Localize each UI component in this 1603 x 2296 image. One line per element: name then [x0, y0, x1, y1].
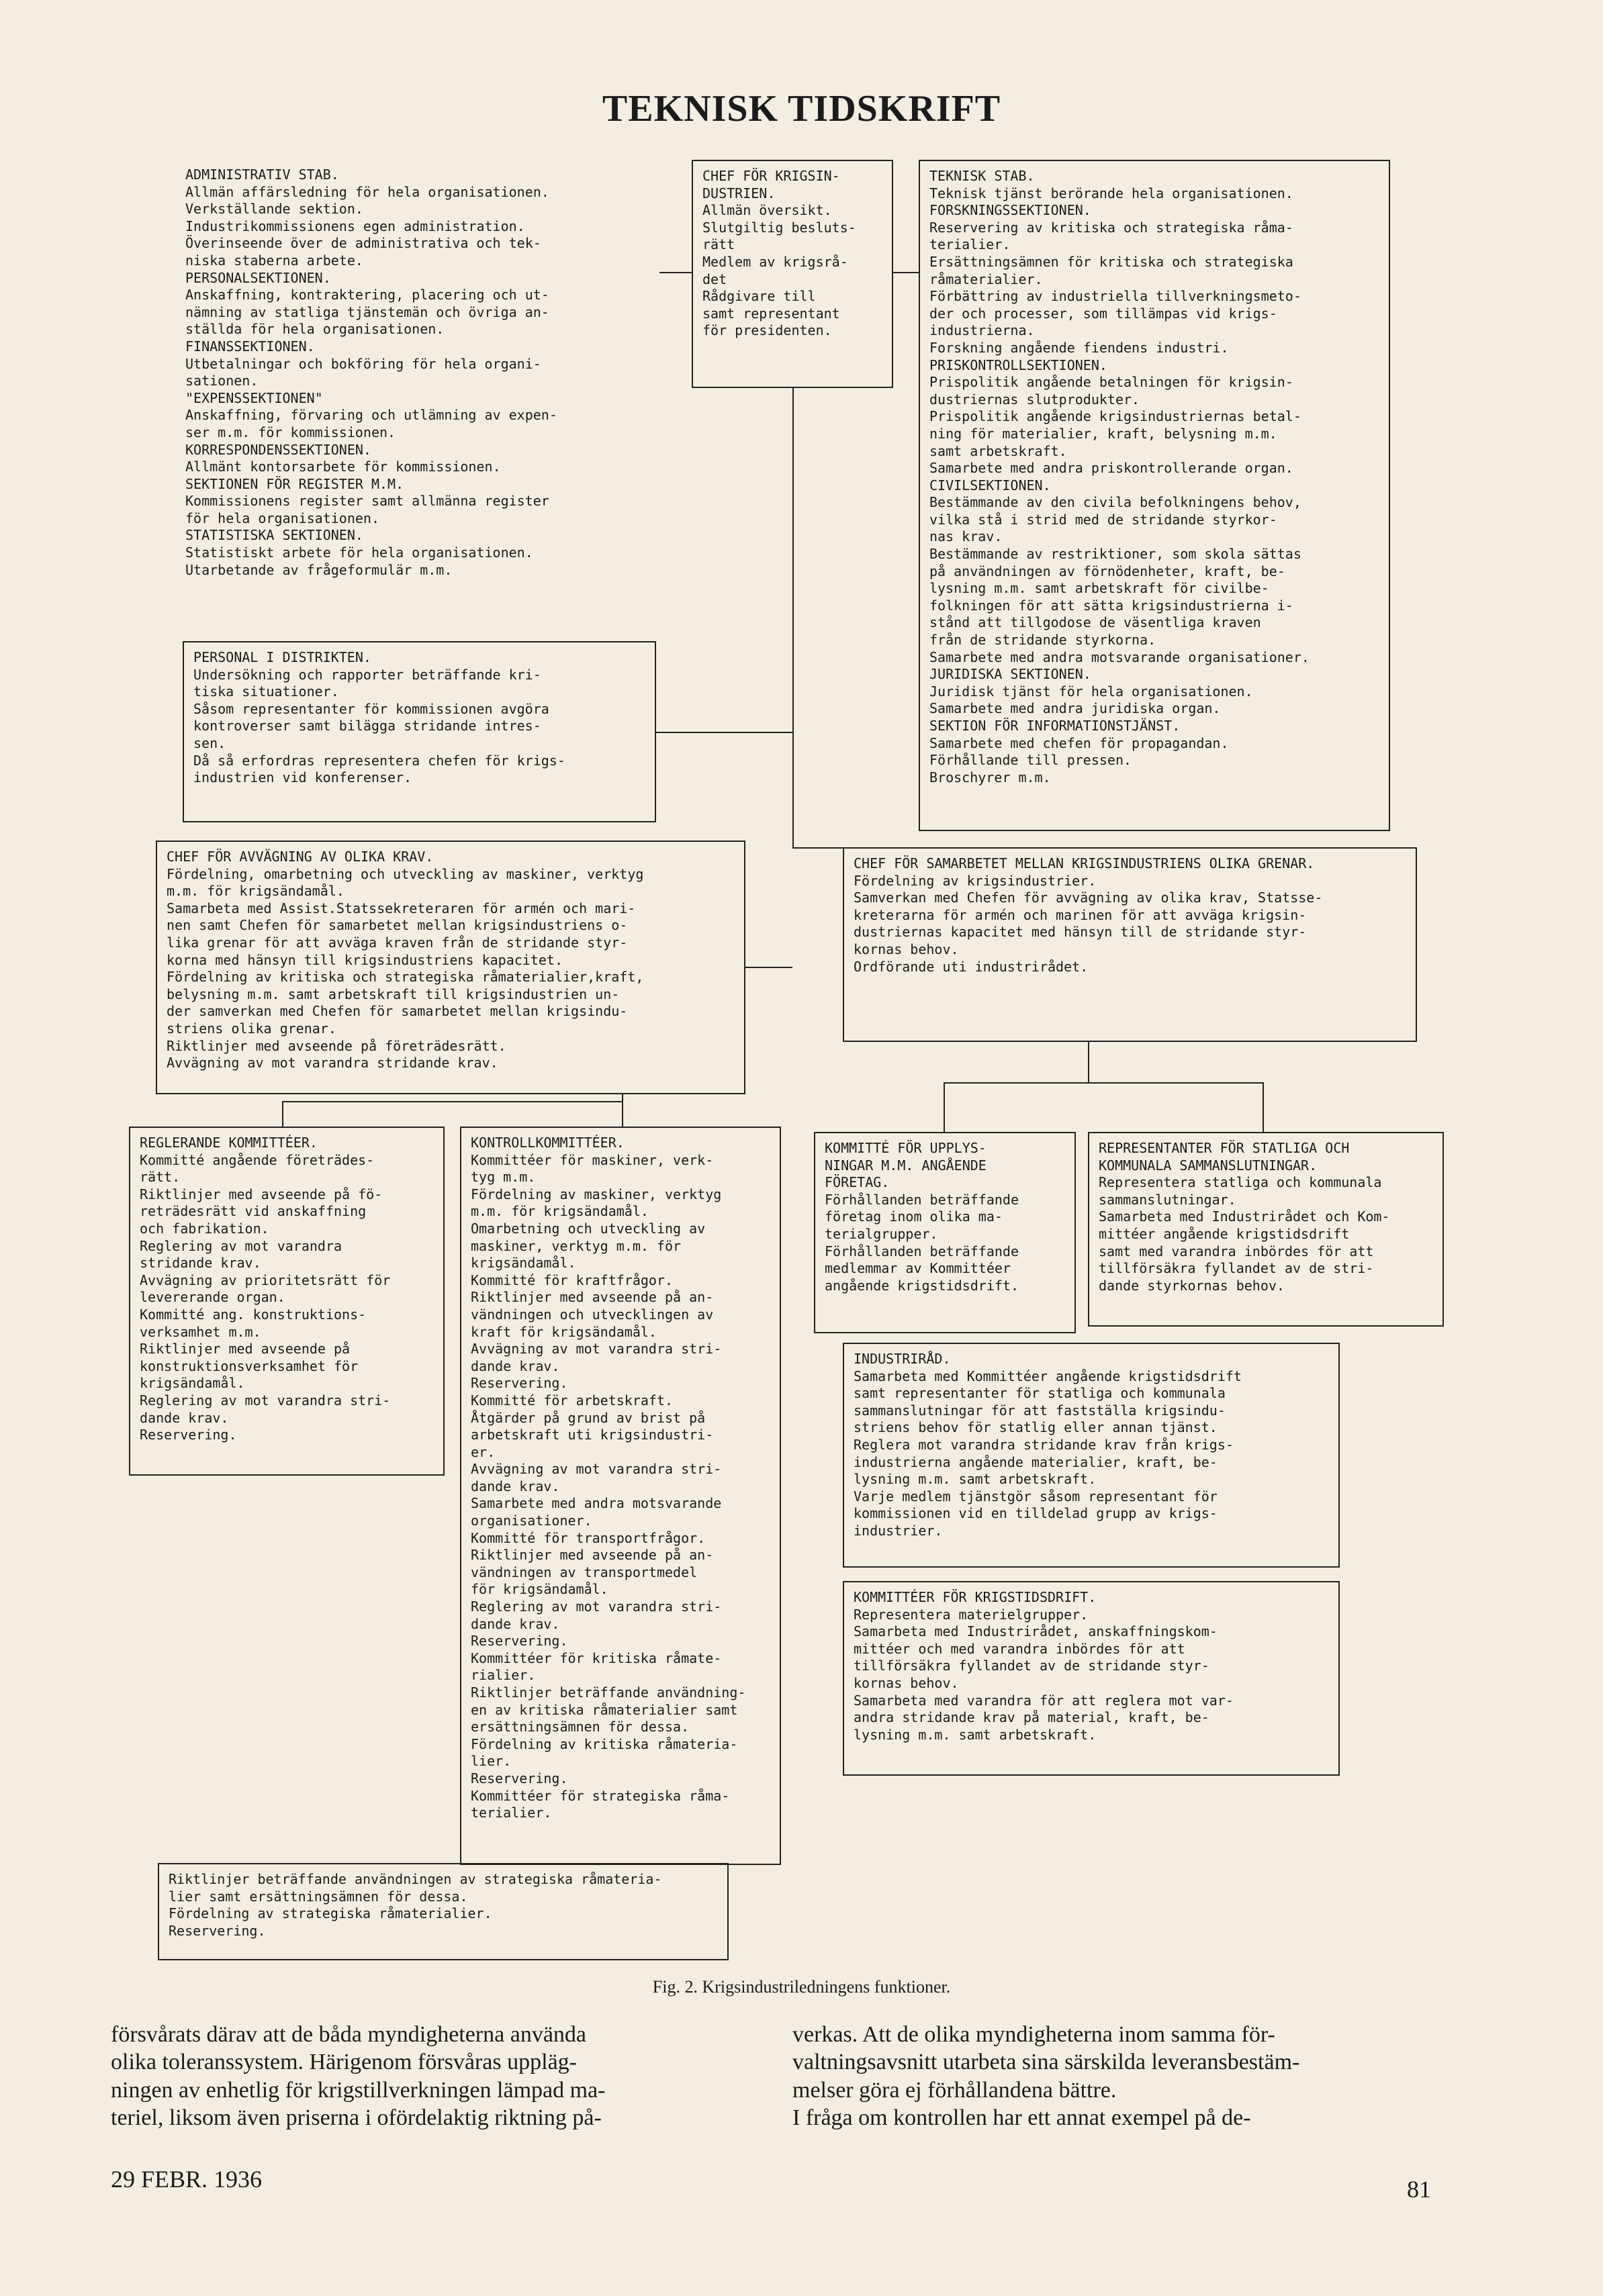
text-line: Såsom representanter för kommissionen avgöra — [193, 700, 549, 717]
text-line: NINGAR M.M. ANGÅENDE — [825, 1157, 987, 1174]
text-line: der samverkan med Chefen för samarbetet mellan krigsindu- — [167, 1003, 628, 1020]
text-line: verkas. Att de olika myndigheterna inom samma för- — [792, 2022, 1275, 2047]
journal-title: TEKNISK TIDSKRIFT — [602, 88, 1001, 130]
connector — [745, 967, 792, 968]
text-line: KONTROLLKOMMITTÉER. — [471, 1135, 625, 1151]
text-line: Kommissionens register samt allmänna register — [185, 493, 549, 510]
text-line: Fördelning av kritiska och strategiska råmaterialier,kraft, — [167, 969, 644, 986]
text-line: I fråga om kontrollen har ett annat exempel på de- — [792, 2105, 1251, 2131]
text-line: Representera materielgrupper. — [854, 1606, 1089, 1623]
text-line: "EXPENSSEKTIONEN" — [185, 389, 323, 406]
text-line: Fördelning av strategiska råmaterialier. — [169, 1905, 492, 1922]
text-line: PERSONAL I DISTRIKTEN. — [193, 649, 371, 665]
text-line: konstruktionsverksamhet för — [140, 1357, 359, 1374]
connector — [656, 732, 792, 733]
text-line: Riktlinjer med avseende på företrädesrätt. — [167, 1037, 506, 1054]
text-line: er. — [471, 1443, 496, 1460]
text-line: KOMMITTÉER FÖR KRIGSTIDSDRIFT. — [854, 1589, 1097, 1605]
text-line: Förhållanden beträffande — [825, 1243, 1019, 1259]
text-line: maskiner, verktyg m.m. för — [471, 1237, 682, 1254]
text-line: Åtgärder på grund av brist på — [471, 1409, 706, 1426]
text-line: industrierna angående materialier, kraft, be- — [854, 1453, 1218, 1470]
text-line: Fördelning av kritiska råmateria- — [471, 1735, 738, 1752]
text-line: mittéer och med varandra inbördes för att — [854, 1640, 1185, 1657]
issue-date: 29 FEBR. 1936 — [111, 2166, 263, 2193]
information-committee-box — [814, 1132, 1076, 1333]
text-line: kontroverser samt bilägga stridande intres- — [193, 718, 541, 734]
text-line: KOMMITTÉ FÖR UPPLYS- — [825, 1140, 987, 1156]
text-line: Prispolitik angående betalningen för krigsin- — [929, 374, 1293, 391]
text-line: Allmänt kontorsarbete för kommissionen. — [185, 459, 501, 475]
text-line: nen samt Chefen för samarbetet mellan krigsindustriens o- — [167, 917, 628, 934]
text-line: en av kritiska råmaterialier samt — [471, 1701, 738, 1718]
text-line: Samverkan med Chefen för avvägning av olika krav, Statsse- — [854, 890, 1323, 906]
text-line: ADMINISTRATIV STAB. — [185, 166, 339, 183]
control-committees-box — [460, 1127, 781, 1865]
text-line: Förbättring av industriella tillverkningsmeto- — [929, 288, 1301, 305]
regulating-committees-box — [129, 1127, 445, 1476]
text-line: Bestämmande av den civila befolkningens behov, — [929, 494, 1301, 511]
text-line: Broschyrer m.m. — [929, 769, 1051, 785]
text-line: stånd att tillgodose de väsentliga kraven — [929, 614, 1261, 631]
text-line: Kommitté för kraftfrågor. — [471, 1272, 674, 1288]
control-committees-extra-box — [158, 1863, 729, 1960]
text-line: Utbetalningar och bokföring för hela organi- — [185, 355, 541, 372]
connector — [792, 388, 794, 847]
text-line: Samarbeta med Industrirådet, anskaffningskom- — [854, 1623, 1218, 1640]
text-line: Reservering av kritiska och strategiska råma- — [929, 219, 1293, 236]
connector — [1263, 1082, 1264, 1132]
text-line: nas krav. — [929, 528, 1003, 545]
text-line: tiska situationer. — [193, 683, 339, 700]
text-line: Industrikommissionens egen administration. — [185, 218, 525, 234]
text-line: dande krav. — [471, 1478, 560, 1494]
text-line: sen. — [193, 734, 226, 751]
text-line: Avvägning av mot varandra stri- — [471, 1341, 722, 1357]
text-line: rätt. — [140, 1169, 181, 1186]
representatives-box — [1088, 1132, 1444, 1327]
text-line: SEKTION FÖR INFORMATIONSTJÄNST. — [929, 718, 1181, 734]
text-line: CHEF FÖR SAMARBETET MELLAN KRIGSINDUSTRIENS OLIKA GRENAR. — [854, 855, 1315, 871]
text-line: lysning m.m. samt arbetskraft för civilbe- — [929, 580, 1269, 597]
text-line: ersättningsämnen för dessa. — [471, 1719, 690, 1735]
text-line: mittéer angående krigstidsdrift — [1099, 1225, 1350, 1242]
text-line: Reservering. — [471, 1375, 568, 1392]
text-line: korna med hänsyn till krigsindustriens kapacitet. — [167, 951, 563, 968]
text-line: Reservering. — [140, 1427, 237, 1443]
text-line: industrier. — [854, 1522, 943, 1539]
text-line: och fabrikation. — [140, 1220, 269, 1237]
text-line: Samarbete med andra juridiska organ. — [929, 700, 1221, 717]
text-line: för hela organisationen. — [185, 510, 379, 526]
industry-council-box — [843, 1343, 1340, 1568]
text-line: m.m. för krigsändamål. — [167, 883, 345, 900]
text-line: Riktlinjer med avseende på an- — [471, 1547, 714, 1564]
text-line: Riktlinjer med avseende på — [140, 1341, 351, 1357]
text-line: REPRESENTANTER FÖR STATLIGA OCH — [1099, 1140, 1350, 1156]
text-line: Ordförande uti industrirådet. — [854, 958, 1089, 975]
text-line: Omarbetning och utveckling av — [471, 1220, 706, 1237]
text-line: Reservering. — [471, 1633, 568, 1649]
text-line: valtningsavsnitt utarbeta sina särskilda leveransbestäm- — [792, 2050, 1300, 2075]
text-line: Avvägning av mot varandra stridande krav. — [167, 1055, 498, 1071]
text-line: Juridisk tjänst för hela organisationen. — [929, 683, 1253, 700]
text-line: belysning m.m. samt arbetskraft till krigsindustrien un- — [167, 986, 620, 1002]
text-line: Avvägning av mot varandra stri- — [471, 1461, 722, 1478]
text-line: Anskaffning, kontraktering, placering och ut- — [185, 287, 549, 303]
text-line: dustriernas kapacitet med hänsyn till de stridande styr- — [854, 924, 1307, 941]
text-line: tyg m.m. — [471, 1169, 536, 1186]
text-line: sammanslutningar. — [1099, 1191, 1236, 1208]
text-line: TEKNISK STAB. — [929, 168, 1035, 184]
text-line: Utarbetande av frågeformulär m.m. — [185, 561, 453, 578]
text-line: Samarbeta med varandra för att reglera mot var- — [854, 1692, 1234, 1709]
connector — [622, 1094, 623, 1127]
text-line: terialier. — [471, 1805, 552, 1821]
text-line: andra stridande krav på material, kraft, be- — [854, 1709, 1209, 1726]
text-line: Allmän översikt. — [702, 202, 832, 219]
connector — [792, 847, 843, 849]
district-personnel-box — [183, 641, 656, 822]
text-line: CIVILSEKTIONEN. — [929, 477, 1051, 493]
text-line: DUSTRIEN. — [702, 185, 776, 201]
page-number: 81 — [1407, 2176, 1431, 2203]
text-line: Reservering. — [471, 1770, 568, 1786]
text-line: ning för materialier, kraft, belysning m.m. — [929, 425, 1277, 442]
balancing-demands-box — [156, 841, 745, 1094]
text-line: lysning m.m. samt arbetskraft. — [854, 1726, 1097, 1743]
text-line: Riktlinjer med avseende på an- — [471, 1289, 714, 1306]
text-line: på användningen av förnödenheter, kraft, be- — [929, 563, 1285, 579]
text-line: Samarbete med andra priskontrollerande organ. — [929, 460, 1293, 477]
text-line: JURIDISKA SEKTIONEN. — [929, 666, 1091, 683]
text-line: Fördelning av maskiner, verktyg — [471, 1186, 722, 1202]
text-line: Medlem av krigsrå- — [702, 253, 848, 270]
text-line: Reglera mot varandra stridande krav från krigs- — [854, 1436, 1234, 1453]
text-line: CHEF FÖR KRIGSIN- — [702, 168, 840, 184]
text-line: ningen av enhetlig för krigstillverkningen lämpad ma- — [111, 2077, 606, 2103]
text-line: industrierna. — [929, 322, 1035, 339]
text-line: Samarbete med andra motsvarande — [471, 1495, 722, 1512]
text-line: Forskning angående fiendens industri. — [929, 339, 1229, 356]
text-line: det — [702, 271, 727, 287]
text-line: Allmän affärsledning för hela organisationen. — [185, 183, 549, 200]
text-line: reträdesrätt vid anskaffning — [140, 1203, 367, 1220]
text-line: Reglering av mot varandra stri- — [471, 1598, 722, 1615]
text-line: INDUSTRIRÅD. — [854, 1351, 951, 1367]
connector — [1088, 1042, 1089, 1082]
text-line: KORRESPONDENSSEKTIONEN. — [185, 441, 371, 458]
text-line: samt representant — [702, 305, 840, 322]
text-line: medlemmar av Kommittéer — [825, 1260, 1011, 1277]
text-line: krigsändamål. — [471, 1255, 576, 1272]
text-line: Teknisk tjänst berörande hela organisationen. — [929, 185, 1293, 201]
text-line: rätt — [702, 236, 735, 253]
text-line: tillförsäkra fyllandet av de stri- — [1099, 1260, 1374, 1277]
text-line: FÖRETAG. — [825, 1174, 890, 1191]
administrative-staff-box — [176, 160, 659, 616]
text-line: Rådgivare till — [702, 288, 816, 305]
text-line: dustriernas slutprodukter. — [929, 391, 1140, 408]
connector — [944, 1082, 1263, 1084]
text-line: Reglering av mot varandra stri- — [140, 1392, 391, 1408]
text-line: sationen. — [185, 373, 259, 389]
text-line: FORSKNINGSSEKTIONEN. — [929, 202, 1091, 219]
text-line: stridande krav. — [140, 1255, 261, 1272]
text-line: STATISTISKA SEKTIONEN. — [185, 527, 363, 544]
text-line: dande styrkornas behov. — [1099, 1277, 1285, 1294]
text-line: för krigsändamål. — [471, 1581, 608, 1598]
text-line: Då så erfordras representera chefen för krigs- — [193, 752, 565, 769]
text-line: Fördelning av krigsindustrier. — [854, 872, 1097, 889]
connector — [893, 272, 919, 273]
text-line: kornas behov. — [854, 941, 959, 957]
text-line: vändningen av transportmedel — [471, 1564, 698, 1580]
text-line: Samarbete med andra motsvarande organisationer. — [929, 649, 1310, 665]
text-line: Riktlinjer med avseende på fö- — [140, 1186, 383, 1202]
text-line: FINANSSEKTIONEN. — [185, 338, 315, 354]
text-line: PERSONALSEKTIONEN. — [185, 269, 331, 286]
text-line: Riktlinjer beträffande användning- — [471, 1684, 746, 1701]
text-line: samt arbetskraft. — [929, 442, 1067, 459]
text-line: Kommitté ang. konstruktions- — [140, 1306, 367, 1323]
text-line: Samarbeta med Assist.Statssekreteraren för armén och mari- — [167, 900, 636, 916]
text-line: för presidenten. — [702, 322, 832, 339]
text-line: från de stridande styrkorna. — [929, 632, 1156, 649]
text-line: tillförsäkra fyllandet av de stridande styr- — [854, 1658, 1209, 1674]
text-line: vändningen och utvecklingen av — [471, 1306, 714, 1323]
text-line: m.m. för krigsändamål. — [471, 1203, 649, 1220]
text-line: krigsändamål. — [140, 1375, 245, 1392]
text-line: Slutgiltig besluts- — [702, 219, 856, 236]
chief-war-industry-box — [692, 160, 893, 388]
text-line: sammanslutningar för att fastställa krigsindu- — [854, 1402, 1226, 1419]
text-line: Reglering av mot varandra — [140, 1237, 342, 1254]
body-text-right — [792, 2021, 1430, 2132]
text-line: CHEF FÖR AVVÄGNING AV OLIKA KRAV. — [167, 849, 434, 865]
text-line: Anskaffning, förvaring och utlämning av expen- — [185, 407, 557, 424]
figure-caption: Fig. 2. Krigsindustriledningens funktioner. — [652, 1977, 951, 1997]
text-line: Kommittéer för maskiner, verk- — [471, 1151, 714, 1168]
text-line: ser m.m. för kommissionen. — [185, 424, 396, 440]
text-line: organisationer. — [471, 1513, 592, 1529]
text-line: verksamhet m.m. — [140, 1323, 261, 1340]
text-line: Prispolitik angående krigsindustriernas betal- — [929, 408, 1301, 425]
text-line: melser göra ej förhållandena bättre. — [792, 2077, 1117, 2103]
text-line: Statistiskt arbete för hela organisationen. — [185, 544, 533, 561]
text-line: levererande organ. — [140, 1289, 285, 1306]
text-line: industrien vid konferenser. — [193, 769, 412, 786]
text-line: SEKTIONEN FÖR REGISTER M.M. — [185, 475, 404, 492]
body-text-left — [111, 2021, 761, 2132]
text-line: samt representanter för statliga och kommunala — [854, 1385, 1226, 1402]
text-line: råmaterialier. — [929, 271, 1043, 287]
text-line: Samarbeta med Kommittéer angående krigstidsdrift — [854, 1368, 1242, 1384]
text-line: Samarbeta med Industrirådet och Kom- — [1099, 1208, 1390, 1225]
text-line: Fördelning, omarbetning och utveckling av maskiner, verktyg — [167, 865, 644, 882]
text-line: dande krav. — [140, 1409, 229, 1426]
text-line: Riktlinjer beträffande användningen av strategiska råmateria- — [169, 1871, 662, 1887]
text-line: Kommitté angående företrädes- — [140, 1151, 375, 1168]
text-line: lysning m.m. samt arbetskraft. — [854, 1471, 1097, 1488]
text-line: teriel, liksom även priserna i ofördelaktig riktning på- — [111, 2105, 602, 2131]
text-line: Samarbete med chefen för propagandan. — [929, 734, 1229, 751]
text-line: Ersättningsämnen för kritiska och strategiska — [929, 253, 1293, 270]
text-line: dande krav. — [471, 1357, 560, 1374]
text-line: lier samt ersättningsämnen för dessa. — [169, 1888, 468, 1905]
text-line: kraft för krigsändamål. — [471, 1323, 657, 1340]
wartime-operation-committees-box — [843, 1581, 1340, 1776]
text-line: striens behov för statlig eller annan tjänst. — [854, 1419, 1218, 1436]
text-line: Kommitté för transportfrågor. — [471, 1529, 706, 1546]
text-line: terialier. — [929, 236, 1011, 253]
technical-staff-box — [919, 160, 1390, 831]
text-line: nämning av statliga tjänstemän och övriga an- — [185, 303, 549, 320]
text-line: Verkställande sektion. — [185, 201, 363, 218]
text-line: Kommittéer för strategiska råma- — [471, 1787, 730, 1804]
text-line: Representera statliga och kommunala — [1099, 1174, 1382, 1191]
text-line: der och processer, som tillämpas vid krigs- — [929, 305, 1277, 322]
text-line: ställda för hela organisationen. — [185, 321, 445, 338]
text-line: niska staberna arbete. — [185, 252, 363, 269]
text-line: företag inom olika ma- — [825, 1208, 1003, 1225]
text-line: vilka stå i strid med de stridande styrkor- — [929, 511, 1277, 528]
text-line: Förhållande till pressen. — [929, 752, 1132, 769]
text-line: samt med varandra inbördes för att — [1099, 1243, 1374, 1259]
text-line: lika grenar för att avväga kraven från de stridande styr- — [167, 934, 628, 951]
text-line: Kommitté för arbetskraft. — [471, 1392, 674, 1408]
text-line: kommissionen vid en tilldelad grupp av krigs- — [854, 1505, 1218, 1522]
connector — [659, 272, 692, 273]
text-line: angående krigstidsdrift. — [825, 1277, 1019, 1294]
text-line: dande krav. — [471, 1615, 560, 1632]
text-line: Reservering. — [169, 1922, 266, 1939]
text-line: olika toleranssystem. Härigenom försvåras uppläg- — [111, 2050, 577, 2075]
text-line: striens olika grenar. — [167, 1020, 336, 1037]
text-line: Överinseende över de administrativa och tek- — [185, 235, 541, 252]
text-line: Undersökning och rapporter beträffande kri- — [193, 666, 541, 683]
text-line: terialgrupper. — [825, 1225, 938, 1242]
text-line: Varje medlem tjänstgör såsom representant för — [854, 1488, 1218, 1504]
cooperation-branches-box — [843, 847, 1417, 1042]
text-line: Bestämmande av restriktioner, som skola sättas — [929, 546, 1301, 563]
text-line: arbetskraft uti krigsindustri- — [471, 1427, 714, 1443]
text-line: folkningen för att sätta krigsindustrierna i- — [929, 597, 1293, 614]
text-line: kornas behov. — [854, 1674, 959, 1691]
text-line: PRISKONTROLLSEKTIONEN. — [929, 356, 1107, 373]
connector — [282, 1101, 622, 1102]
text-line: rialier. — [471, 1667, 536, 1684]
text-line: REGLERANDE KOMMITTÉER. — [140, 1135, 318, 1151]
text-line: kreterarna för armén och marinen för att avväga krigsin- — [854, 906, 1307, 923]
text-line: Avvägning av prioritetsrätt för — [140, 1272, 391, 1288]
text-line: försvårats därav att de båda myndigheterna använda — [111, 2022, 587, 2047]
text-line: lier. — [471, 1753, 512, 1770]
connector — [282, 1101, 283, 1127]
text-line: Förhållanden beträffande — [825, 1191, 1019, 1208]
text-line: KOMMUNALA SAMMANSLUTNINGAR. — [1099, 1157, 1318, 1174]
connector — [944, 1082, 945, 1132]
text-line: Kommittéer för kritiska råmate- — [471, 1649, 722, 1666]
